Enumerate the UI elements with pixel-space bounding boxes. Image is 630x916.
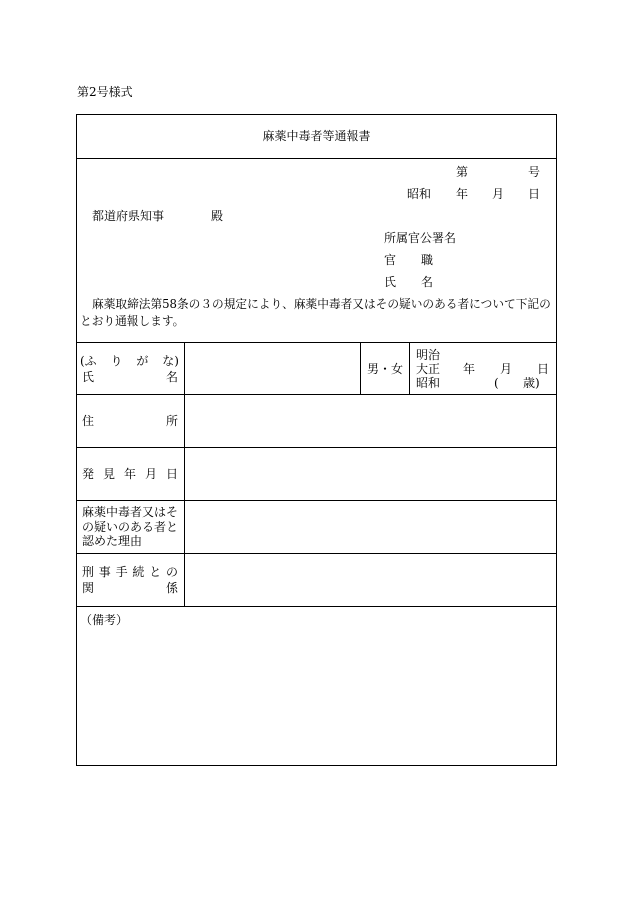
date-year: 年: [456, 187, 469, 201]
furigana-label-part: (ふ: [80, 353, 97, 368]
discovery-date-label-char: 発: [82, 467, 95, 481]
era-showa: 昭和: [416, 375, 441, 390]
discovery-date-label-cell: [77, 448, 185, 500]
addressee: 都道府県知事: [92, 209, 165, 223]
name-label-char: 氏: [82, 369, 95, 384]
birth-day-label: 日: [537, 361, 550, 376]
name-label-cell: [77, 343, 185, 394]
criminal-procedure-label-char: 手: [115, 565, 128, 579]
era-taisho: 大正: [416, 361, 441, 376]
discovery-date-label: [82, 466, 178, 482]
birth-year-label: 年: [463, 361, 476, 376]
era-meiji: 明治: [416, 347, 441, 362]
reason-label-line: 麻薬中毒者又はそ: [82, 505, 179, 520]
sender-title-label-char: 職: [421, 253, 434, 267]
sex-field: [361, 343, 410, 394]
reason-row: [77, 501, 556, 554]
reason-label-line: の疑いのある者と: [82, 519, 179, 534]
criminal-procedure-field: [185, 554, 556, 606]
address-label-char: 所: [165, 414, 178, 428]
form-number: 第2号様式: [77, 85, 133, 99]
sex-options: 男・女: [366, 362, 403, 376]
report-form: [76, 114, 557, 766]
furigana-label: [80, 353, 179, 369]
criminal-procedure-label-char: 事: [98, 565, 111, 579]
name-label: [82, 369, 178, 385]
form-title: 麻薬中毒者等通報書: [77, 115, 556, 159]
address-label: [82, 413, 178, 429]
criminal-procedure-label-char: と: [149, 565, 162, 579]
address-label-cell: [77, 395, 185, 447]
date-day: 日: [528, 187, 541, 201]
furigana-label-part: な): [162, 353, 179, 368]
criminal-procedure-label-char: 係: [165, 581, 178, 595]
number-prefix: 第: [456, 165, 469, 179]
birth-month-label: 月: [500, 361, 513, 376]
criminal-procedure-row: [77, 554, 556, 607]
sender-name-label-char: 名: [421, 275, 434, 289]
address-row: [77, 395, 556, 448]
reason-field: [185, 501, 556, 553]
name-field: [185, 343, 361, 394]
remarks-label: （備考）: [80, 613, 129, 627]
criminal-procedure-label-cell: [77, 554, 185, 606]
discovery-date-label-char: 年: [123, 467, 136, 481]
discovery-date-label-char: 月: [144, 467, 157, 481]
criminal-procedure-label-line2: [82, 580, 178, 596]
discovery-date-field: [185, 448, 556, 500]
address-field: [185, 395, 556, 447]
reason-label-cell: [77, 501, 185, 553]
criminal-procedure-label-char: の: [165, 565, 178, 579]
number-suffix: 号: [528, 165, 541, 179]
discovery-date-label-char: 見: [102, 467, 115, 481]
criminal-procedure-label-line1: [82, 564, 178, 580]
form-header: [77, 159, 556, 343]
age-label: 歳): [523, 375, 540, 390]
name-label-char: 名: [165, 369, 178, 384]
discovery-date-row: [77, 448, 556, 501]
birth-line-taisho: [410, 362, 556, 376]
name-row: [77, 343, 556, 395]
age-open-paren: (: [494, 375, 499, 390]
birth-line-showa: [410, 376, 556, 390]
sender-title-label-char: 官: [384, 253, 397, 267]
address-label-char: 住: [82, 414, 95, 428]
discovery-date-label-char: 日: [165, 467, 178, 481]
birth-date-field: [410, 343, 556, 394]
remarks-section: [77, 607, 556, 765]
sender-office-label: 所属官公署名: [384, 231, 457, 245]
date-era: 昭和: [407, 187, 432, 201]
furigana-label-part: が: [136, 353, 149, 368]
date-month: 月: [492, 187, 505, 201]
reason-label-line: 認めた理由: [82, 534, 143, 549]
criminal-procedure-label-char: 刑: [82, 565, 95, 579]
addressee-honorific: 殿: [211, 209, 224, 223]
criminal-procedure-label-char: 続: [132, 565, 145, 579]
birth-line-meiji: [410, 348, 556, 362]
sender-name-label-char: 氏: [384, 275, 397, 289]
criminal-procedure-label-char: 関: [82, 581, 95, 595]
statement-line: とおり通報します。: [80, 314, 185, 328]
statement-line: 麻薬取締法第58条の３の規定により、麻薬中毒者又はその疑いのある者について下記の: [92, 297, 551, 311]
furigana-label-part: り: [110, 353, 123, 368]
